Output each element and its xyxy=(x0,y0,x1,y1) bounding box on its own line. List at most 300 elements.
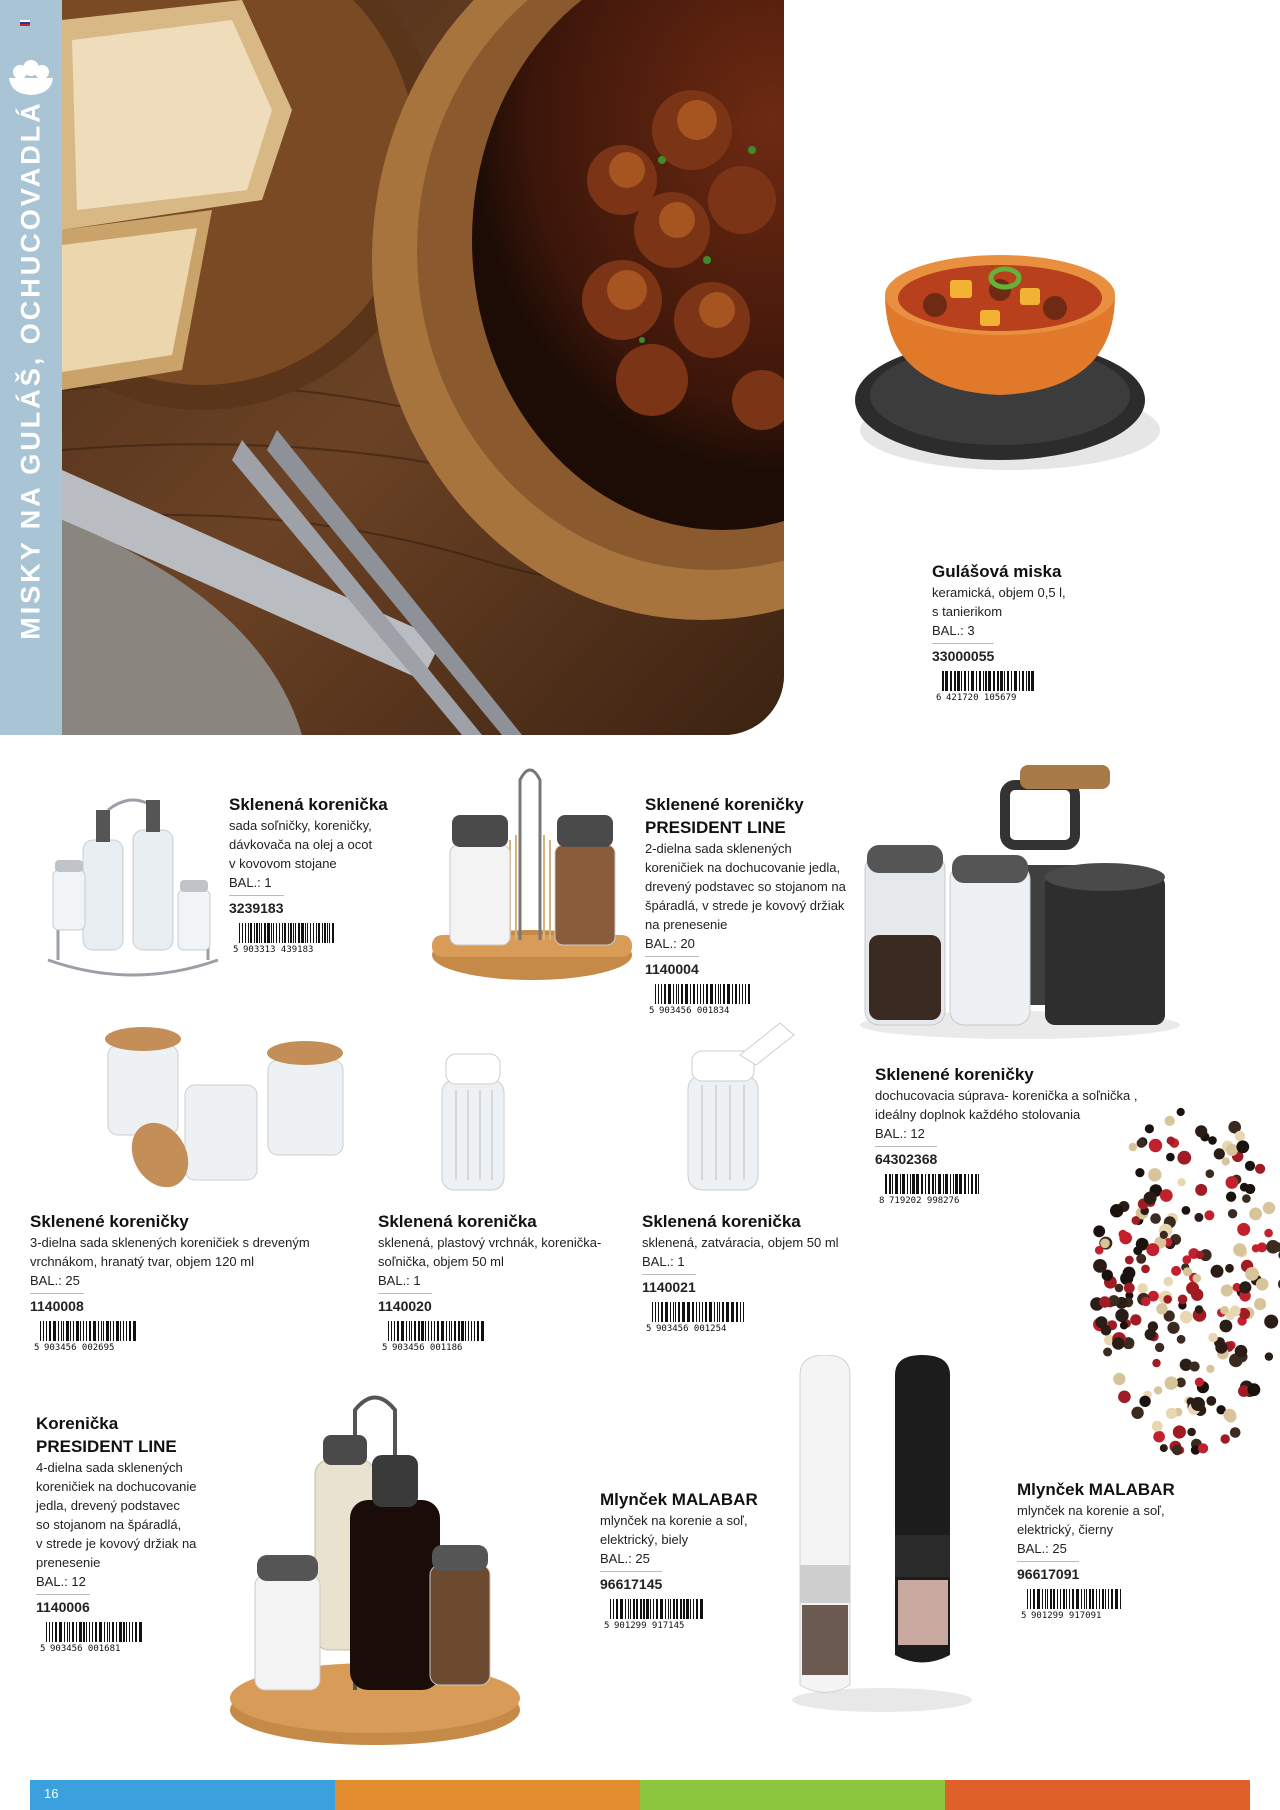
product-code: 1140006 xyxy=(36,1594,90,1617)
peppercorn xyxy=(1149,1139,1162,1152)
barcode-bar xyxy=(248,923,249,943)
barcode xyxy=(1017,1589,1127,1619)
barcode-bar xyxy=(133,1321,136,1341)
product-package: BAL.: 12 xyxy=(36,1574,86,1589)
barcode-bar xyxy=(720,984,721,1004)
barcode-bar xyxy=(673,1302,674,1322)
barcode-bar xyxy=(83,1622,85,1642)
barcode-bar xyxy=(92,1622,93,1642)
barcode-bar xyxy=(1022,671,1024,691)
barcode-bar xyxy=(135,1622,137,1642)
barcode-bar xyxy=(968,671,969,691)
peppercorn xyxy=(1178,1178,1186,1186)
barcode-bar xyxy=(979,671,981,691)
barcode xyxy=(378,1321,488,1351)
barcode-bar xyxy=(699,1302,700,1322)
barcode-bar xyxy=(723,984,725,1004)
barcode-bar xyxy=(932,1174,934,1194)
product-package: BAL.: 3 xyxy=(932,623,975,638)
malabar-grinders-image xyxy=(790,1355,975,1715)
barcode-bar xyxy=(740,1302,741,1322)
barcode-bar xyxy=(959,1174,962,1194)
barcode-bar xyxy=(892,1174,893,1194)
barcode-bar xyxy=(675,1302,676,1322)
barcode-bar xyxy=(282,923,283,943)
svg-text:901299 917145: 901299 917145 xyxy=(614,1621,685,1629)
barcode-bar xyxy=(116,1622,117,1642)
barcode-bar xyxy=(703,984,704,1004)
product-gulasova-miska xyxy=(932,560,1162,701)
peppercorn xyxy=(1153,1431,1165,1443)
barcode-bar xyxy=(993,671,995,691)
barcode-bar xyxy=(461,1321,464,1341)
product-description: 4-dielna sada sklenených koreničiek na dochucovanie jedla, drevený podstavec so stojanom na špáradlá, v strede je kovový držiak na prenesenie xyxy=(36,1460,197,1570)
barcode-bar xyxy=(106,1321,109,1341)
barcode-bar xyxy=(673,984,674,1004)
peppercorn xyxy=(1195,1305,1203,1313)
peppercorn xyxy=(1113,1373,1125,1385)
peppercorn xyxy=(1211,1265,1224,1278)
barcode-bar xyxy=(745,984,746,1004)
barcode-bar xyxy=(656,1599,658,1619)
barcode-bar xyxy=(1120,1589,1121,1609)
barcode-bar xyxy=(437,1321,439,1341)
barcode-bar xyxy=(895,1174,898,1194)
peppercorn xyxy=(1137,1139,1146,1148)
barcode-bar xyxy=(1066,1589,1067,1609)
barcode-bar xyxy=(702,1302,703,1322)
svg-text:5: 5 xyxy=(646,1324,652,1332)
product-code: 96617145 xyxy=(600,1571,662,1594)
peppercorn xyxy=(1154,1386,1162,1394)
barcode-bar xyxy=(107,1622,108,1642)
barcode-bar xyxy=(653,1599,654,1619)
barcode-bar xyxy=(710,984,713,1004)
product-description: mlynček na korenie a soľ, elektrický, biely xyxy=(600,1513,748,1547)
barcode-bar xyxy=(636,1599,638,1619)
product-name: Korenička PRESIDENT LINE xyxy=(36,1414,177,1456)
barcode-bar xyxy=(945,1174,948,1194)
barcode-bar xyxy=(46,1622,47,1642)
product-sklenena-korenicka-set xyxy=(229,793,429,953)
peppercorn xyxy=(1155,1343,1164,1352)
barcode-bar xyxy=(67,1622,68,1642)
product-description: sklenená, zatváracia, objem 50 ml xyxy=(642,1235,839,1250)
peppercorn xyxy=(1165,1376,1178,1389)
barcode-bar xyxy=(660,1599,663,1619)
president-line-4-piece-image xyxy=(225,1390,525,1750)
barcode-bar xyxy=(696,1599,698,1619)
svg-text:6: 6 xyxy=(936,693,942,701)
barcode-bar xyxy=(628,1599,629,1619)
barcode-bar xyxy=(714,1302,715,1322)
peppercorn xyxy=(1255,1164,1265,1174)
barcode-bar xyxy=(646,1599,649,1619)
peppercorn xyxy=(1103,1348,1112,1357)
peppercorn xyxy=(1220,1320,1233,1333)
peppercorn xyxy=(1138,1283,1148,1293)
barcode-bar xyxy=(139,1622,142,1642)
barcode-bar xyxy=(971,671,974,691)
peppercorn xyxy=(1095,1316,1107,1328)
peppercorn xyxy=(1152,1359,1160,1367)
barcode-bar xyxy=(1027,1589,1028,1609)
product-code: 96617091 xyxy=(1017,1561,1079,1584)
barcode-bar xyxy=(902,1174,905,1194)
barcode-bar xyxy=(66,1321,69,1341)
barcode-bar xyxy=(58,1321,59,1341)
peppercorn xyxy=(1172,1445,1183,1456)
peppercorn xyxy=(1226,1311,1235,1320)
product-package: BAL.: 25 xyxy=(600,1551,650,1566)
barcode-bar xyxy=(120,1321,121,1341)
peppercorn xyxy=(1263,1202,1275,1214)
barcode-bar xyxy=(1000,671,1003,691)
barcode-bar xyxy=(678,1302,680,1322)
peppercorn xyxy=(1165,1116,1175,1126)
goulash-bowl-image xyxy=(850,240,1160,470)
product-name: Sklenené koreničky xyxy=(30,1212,189,1231)
barcode-bar xyxy=(123,1321,124,1341)
barcode-bar xyxy=(1063,1589,1065,1609)
barcode-bar xyxy=(709,1302,712,1322)
peppercorn xyxy=(1120,1321,1128,1329)
barcode-bar xyxy=(722,1302,724,1322)
svg-text:901299 917091: 901299 917091 xyxy=(1031,1611,1102,1619)
peppercorn xyxy=(1131,1407,1143,1419)
peppercorn xyxy=(1093,1259,1107,1273)
barcode xyxy=(229,923,339,953)
barcode-bar xyxy=(705,1302,707,1322)
peppercorn xyxy=(1193,1274,1202,1283)
product-description: 2-dielna sada sklenených koreničiek na dochucovanie jedla, drevený podstavec so stojanom na špáradlá, v strede je kovový držiak na prenesenie xyxy=(645,841,846,932)
barcode-bar xyxy=(1011,671,1012,691)
barcode-bar xyxy=(1102,1589,1104,1609)
barcode-bar xyxy=(1099,1589,1100,1609)
barcode-bar xyxy=(658,984,659,1004)
product-code: 1140021 xyxy=(642,1274,696,1297)
peppercorn xyxy=(1265,1352,1273,1360)
barcode-bar xyxy=(1053,1589,1055,1609)
barcode-bar xyxy=(955,1174,958,1194)
svg-text:903456 001834: 903456 001834 xyxy=(659,1006,730,1014)
barcode-bar xyxy=(313,923,314,943)
barcode-bar xyxy=(928,1174,930,1194)
product-name: Sklenená korenička xyxy=(642,1212,801,1231)
barcode-bar xyxy=(305,923,306,943)
peppercorn xyxy=(1235,1345,1248,1358)
barcode-bar xyxy=(935,1174,936,1194)
barcode-bar xyxy=(239,923,240,943)
barcode-bar xyxy=(98,1321,99,1341)
barcode-bar xyxy=(925,1174,926,1194)
peppercorn xyxy=(1156,1303,1167,1314)
product-description: keramická, objem 0,5 l, s tanierikom xyxy=(932,585,1066,619)
barcode-bar xyxy=(715,984,716,1004)
president-line-2-piece-image xyxy=(430,760,635,985)
barcode-bar xyxy=(93,1321,96,1341)
barcode-bar xyxy=(696,1302,697,1322)
product-president-line-4 xyxy=(36,1412,226,1652)
svg-text:5: 5 xyxy=(40,1644,46,1652)
shaker-plastic-lid-image xyxy=(438,1050,508,1195)
barcode-bar xyxy=(676,984,677,1004)
barcode-bar xyxy=(411,1321,412,1341)
barcode-bar xyxy=(327,923,328,943)
barcode-bar xyxy=(726,1302,729,1322)
barcode-bar xyxy=(254,923,255,943)
peppercorn xyxy=(1195,1125,1207,1137)
peppercorn xyxy=(1164,1277,1174,1287)
peppercorn xyxy=(1171,1266,1181,1276)
barcode-bar xyxy=(301,923,304,943)
peppercorn xyxy=(1264,1229,1273,1238)
barcode-bar xyxy=(70,1321,71,1341)
barcode-bar xyxy=(1115,1589,1118,1609)
barcode-bar xyxy=(686,1599,689,1619)
product-description: 3-dielna sada sklenených koreničiek s dreveným vrchnákom, hranatý tvar, objem 120 ml xyxy=(30,1235,310,1269)
svg-text:903456 001186: 903456 001186 xyxy=(392,1343,463,1351)
barcode-bar xyxy=(613,1599,614,1619)
peppercorn xyxy=(1136,1254,1146,1264)
barcode-bar xyxy=(126,1622,127,1642)
peppercorn xyxy=(1177,1108,1185,1116)
peppercorn xyxy=(1206,1396,1216,1406)
barcode-bar xyxy=(697,984,698,1004)
barcode-bar xyxy=(685,984,688,1004)
section-title: MISKY NA GULÁŠ, OCHUCOVADLÁ xyxy=(15,100,46,640)
barcode-bar xyxy=(242,923,243,943)
barcode-bar xyxy=(318,923,320,943)
svg-text:719202 998276: 719202 998276 xyxy=(889,1196,960,1204)
peppercorn xyxy=(1221,1434,1230,1443)
barcode-bar xyxy=(69,1622,70,1642)
barcode-bar xyxy=(284,923,286,943)
product-name: Mlynček MALABAR xyxy=(600,1490,758,1509)
barcode-bar xyxy=(983,671,984,691)
barcode-bar xyxy=(329,923,330,943)
barcode-bar xyxy=(954,671,956,691)
peppercorn xyxy=(1180,1311,1193,1324)
shakers-with-caddy-image xyxy=(855,755,1185,1040)
peppercorn xyxy=(1222,1157,1230,1165)
barcode-bar xyxy=(112,1622,114,1642)
peppercorn xyxy=(1146,1243,1159,1256)
barcode-bar xyxy=(89,1622,90,1642)
barcode-bar xyxy=(1108,1589,1109,1609)
footer-segment xyxy=(640,1780,945,1810)
barcode-bar xyxy=(101,1321,102,1341)
barcode-bar xyxy=(446,1321,447,1341)
salad-bowl-icon xyxy=(6,58,56,98)
peppercorn xyxy=(1118,1391,1131,1404)
product-description: dochucovacia súprava- korenička a soľnička , ideálny doplnok každého stolovania xyxy=(875,1088,1138,1122)
svg-text:5: 5 xyxy=(1021,1611,1027,1619)
barcode-bar xyxy=(625,1599,626,1619)
barcode-bar xyxy=(273,923,274,943)
three-jars-wooden-lids-image xyxy=(100,1025,350,1195)
barcode-bar xyxy=(1033,1589,1035,1609)
peppercorn xyxy=(1135,1168,1144,1177)
peppercorn xyxy=(1163,1295,1172,1304)
barcode-bar xyxy=(942,671,944,691)
peppercorn xyxy=(1124,1283,1135,1294)
barcode-bar xyxy=(727,984,730,1004)
barcode-bar xyxy=(468,1321,469,1341)
peppercorn xyxy=(1245,1161,1255,1171)
footer-segment xyxy=(945,1780,1250,1810)
barcode-bar xyxy=(61,1321,62,1341)
svg-text:5: 5 xyxy=(604,1621,610,1629)
barcode-bar xyxy=(968,1174,969,1194)
peppercorns-image xyxy=(1070,1090,1280,1470)
peppercorn xyxy=(1115,1309,1128,1322)
barcode-bar xyxy=(673,1599,675,1619)
barcode-bar xyxy=(53,1321,56,1341)
barcode xyxy=(36,1622,146,1652)
barcode-bar xyxy=(414,1321,416,1341)
product-name: Sklenené koreničky PRESIDENT LINE xyxy=(645,795,804,837)
barcode-bar xyxy=(682,1302,685,1322)
barcode-bar xyxy=(324,923,326,943)
barcode-bar xyxy=(288,923,289,943)
barcode xyxy=(875,1174,985,1204)
barcode-bar xyxy=(1069,1589,1070,1609)
barcode-bar xyxy=(748,984,750,1004)
svg-text:8: 8 xyxy=(879,1196,885,1204)
barcode xyxy=(932,671,1042,701)
barcode-bar xyxy=(474,1321,475,1341)
barcode-bar xyxy=(964,671,966,691)
barcode-bar xyxy=(1111,1589,1113,1609)
barcode-bar xyxy=(950,1174,951,1194)
barcode-bar xyxy=(680,1599,682,1619)
barcode-bar xyxy=(1096,1589,1097,1609)
product-package: BAL.: 1 xyxy=(229,875,272,890)
peppercorn xyxy=(1236,1140,1249,1153)
barcode-bar xyxy=(267,923,270,943)
svg-text:5: 5 xyxy=(233,945,239,953)
peppercorn xyxy=(1195,1378,1204,1387)
barcode-bar xyxy=(964,1174,966,1194)
product-package: BAL.: 12 xyxy=(875,1126,925,1141)
barcode-bar xyxy=(953,1174,954,1194)
barcode xyxy=(30,1321,140,1351)
product-name: Sklenené koreničky xyxy=(875,1065,1034,1084)
peppercorn xyxy=(1152,1421,1163,1432)
barcode-bar xyxy=(431,1321,432,1341)
barcode-bar xyxy=(59,1622,62,1642)
svg-text:903456 002695: 903456 002695 xyxy=(44,1343,115,1351)
peppercorn xyxy=(1125,1340,1134,1349)
barcode-bar xyxy=(661,1302,663,1322)
barcode-bar xyxy=(103,1321,104,1341)
barcode-bar xyxy=(425,1321,426,1341)
barcode xyxy=(645,984,755,1014)
barcode-bar xyxy=(661,984,662,1004)
peppercorn xyxy=(1194,1213,1203,1222)
barcode-bar xyxy=(1030,1589,1031,1609)
barcode-bar xyxy=(250,923,252,943)
barcode-bar xyxy=(732,984,733,1004)
barcode-bar xyxy=(997,671,999,691)
barcode-bar xyxy=(451,1321,452,1341)
barcode-bar xyxy=(271,923,272,943)
barcode-bar xyxy=(316,923,317,943)
product-description: mlynček na korenie a soľ, elektrický, čierny xyxy=(1017,1503,1165,1537)
peppercorn xyxy=(1141,1297,1150,1306)
footer-segment xyxy=(335,1780,640,1810)
barcode-bar xyxy=(1019,671,1020,691)
barcode-bar xyxy=(83,1321,84,1341)
product-package: BAL.: 20 xyxy=(645,936,695,951)
barcode-bar xyxy=(86,1622,87,1642)
barcode-bar xyxy=(690,1599,691,1619)
barcode-bar xyxy=(938,1174,941,1194)
barcode-bar xyxy=(670,1302,671,1322)
barcode-bar xyxy=(945,671,948,691)
barcode-bar xyxy=(889,1174,891,1194)
barcode-bar xyxy=(643,1599,645,1619)
barcode-bar xyxy=(1089,1589,1091,1609)
peppercorn xyxy=(1208,1136,1217,1145)
barcode-bar xyxy=(1084,1589,1085,1609)
product-package: BAL.: 1 xyxy=(378,1273,421,1288)
peppercorn xyxy=(1226,1144,1238,1156)
barcode-bar xyxy=(736,1302,738,1322)
peppercorn xyxy=(1223,1409,1236,1422)
peppercorn xyxy=(1144,1192,1157,1205)
peppercorn xyxy=(1240,1183,1249,1192)
barcode-bar xyxy=(471,1321,472,1341)
barcode-bar xyxy=(718,984,719,1004)
barcode-bar xyxy=(1037,1589,1040,1609)
peppercorn xyxy=(1206,1365,1214,1373)
cruet-set-wire-stand-image xyxy=(38,790,228,990)
barcode-bar xyxy=(95,1622,97,1642)
barcode-bar xyxy=(616,1599,618,1619)
barcode-bar xyxy=(307,923,308,943)
peppercorn xyxy=(1093,1225,1105,1237)
product-code: 64302368 xyxy=(875,1146,937,1169)
barcode-bar xyxy=(40,1321,41,1341)
barcode-bar xyxy=(681,984,683,1004)
peppercorn xyxy=(1160,1189,1173,1202)
barcode-bar xyxy=(1105,1589,1106,1609)
peppercorn xyxy=(1178,1295,1188,1305)
barcode-bar xyxy=(46,1321,47,1341)
barcode-bar xyxy=(1042,1589,1043,1609)
barcode-bar xyxy=(620,1599,623,1619)
barcode-bar xyxy=(116,1321,119,1341)
barcode-bar xyxy=(79,1622,82,1642)
product-code: 1140020 xyxy=(378,1293,432,1316)
barcode-bar xyxy=(454,1321,456,1341)
peppercorn xyxy=(1221,1284,1233,1296)
barcode-bar xyxy=(655,984,656,1004)
barcode-bar xyxy=(290,923,292,943)
barcode-bar xyxy=(49,1321,51,1341)
barcode-bar xyxy=(640,1599,642,1619)
barcode-bar xyxy=(397,1321,399,1341)
barcode-bar xyxy=(610,1599,611,1619)
peppercorn xyxy=(1214,1148,1225,1159)
barcode-bar xyxy=(80,1321,81,1341)
barcode-bar xyxy=(961,671,962,691)
barcode-bar xyxy=(950,671,952,691)
peppercorn xyxy=(1245,1267,1259,1281)
peppercorn xyxy=(1187,1428,1196,1437)
